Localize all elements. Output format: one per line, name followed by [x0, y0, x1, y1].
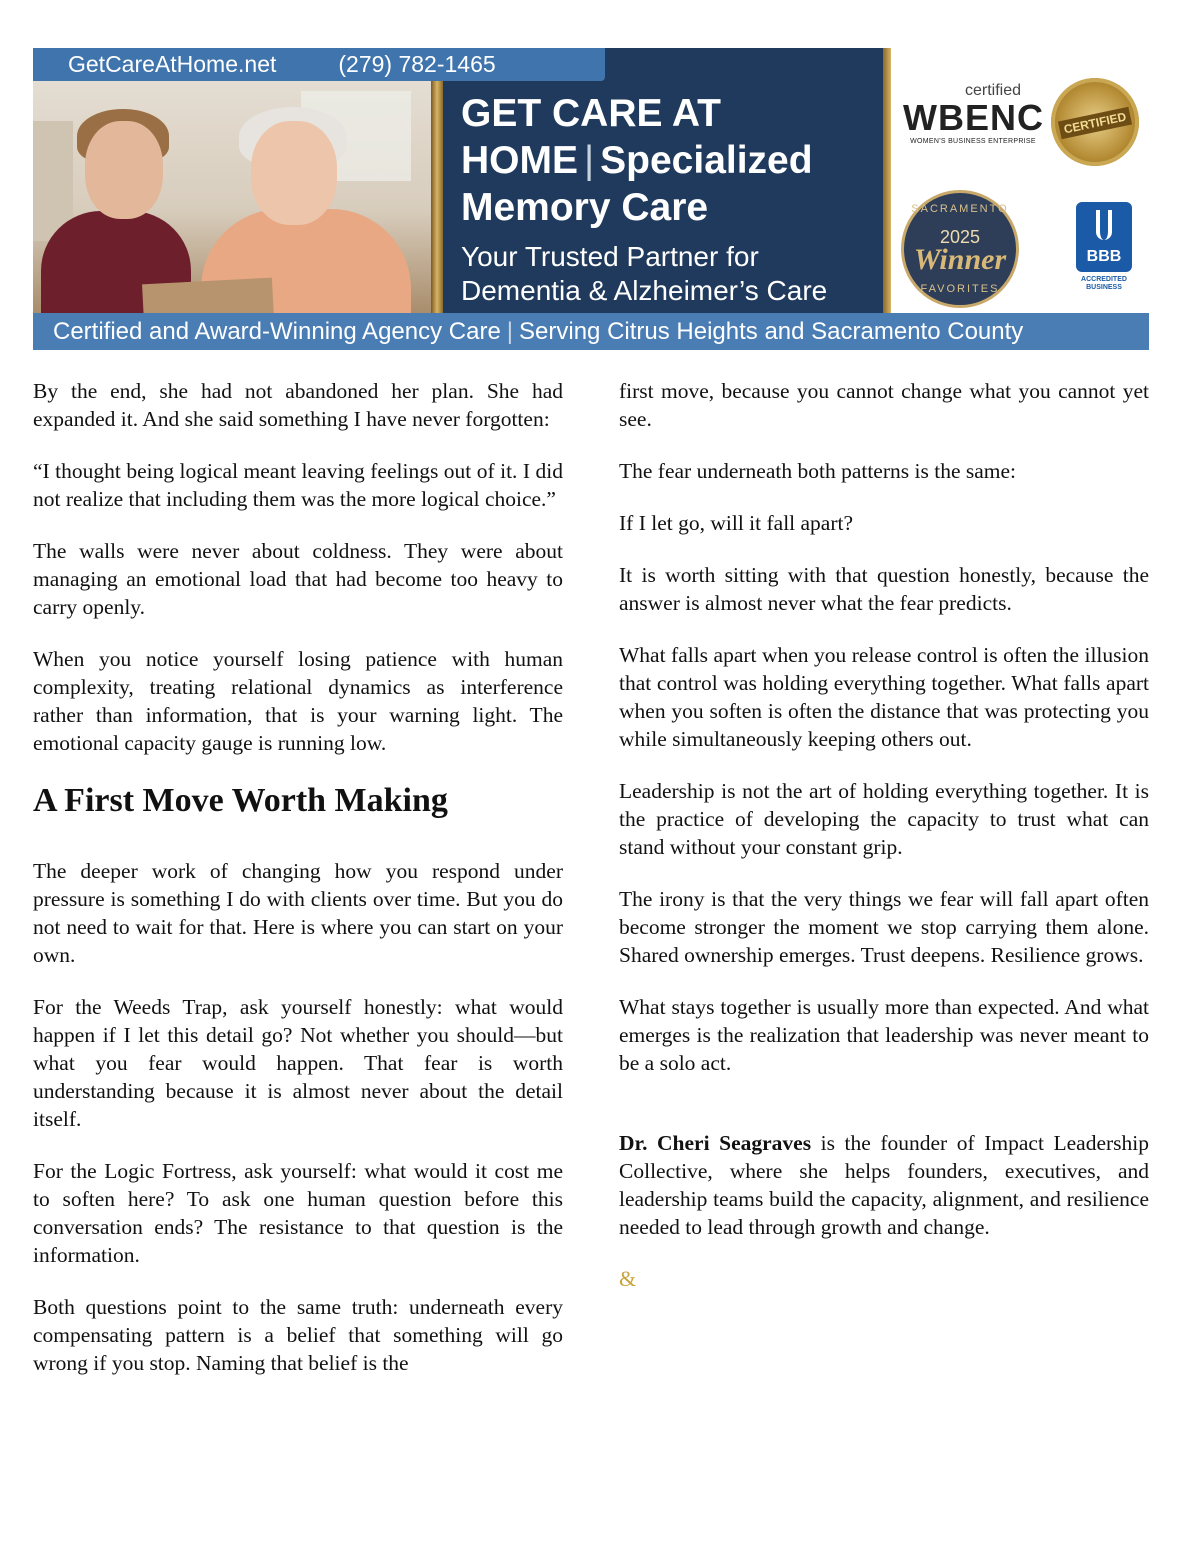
ad-banner[interactable] — [33, 48, 1149, 350]
paragraph: For the Logic Fortress, ask yourself: what would it cost me to soften here? To ask one human question before this conversation ends? The resistance to that question is the information. — [33, 1159, 563, 1267]
article-column-right — [619, 377, 1149, 1317]
banner-phone[interactable]: (279) 782-1465 — [338, 51, 496, 77]
paragraph: first move, because you cannot change what you cannot yet see. — [619, 379, 1149, 431]
paragraph: The fear underneath both patterns is the same: — [619, 459, 1017, 483]
paragraph: Both questions point to the same truth: underneath every compensating pattern is a belief that something will go wrong if you stop. Naming that belief is the — [33, 1295, 563, 1375]
banner-website[interactable]: GetCareAtHome.net — [68, 51, 277, 77]
bbb-logo: BBB ACCREDITED BUSINESS — [1076, 202, 1132, 298]
badges-panel — [891, 48, 1149, 313]
paragraph: For the Weeds Trap, ask yourself honestly: what would happen if I let this detail go? Not whether you should—but what you fear would happen. That fear is worth understanding because it is almost never about the detail itself. — [33, 995, 563, 1131]
caregiver-photo — [33, 81, 431, 313]
quote-paragraph: “I thought being logical meant leaving feelings out of it. I did not realize that including them was the more logical choice.” — [33, 459, 563, 511]
paragraph: If I let go, will it fall apart? — [619, 511, 854, 535]
author-bio: Dr. Cheri Seagraves is the founder of Impact Leadership Collective, where she helps founders, executives, and leadership teams build the capacity, alignment, and resilience needed to lead through growth and change. — [619, 1131, 1149, 1239]
banner-headline: GET CARE AT HOME | Specialized Memory Care — [461, 92, 813, 229]
paragraph: Leadership is not the art of holding everything together. It is the practice of developing the capacity to trust what can stand without your constant grip. — [619, 779, 1149, 859]
banner-contact-bar — [33, 48, 605, 81]
banner-bottom-bar: Certified and Award-Winning Agency Care | Serving Citrus Heights and Sacramento County — [33, 313, 1149, 350]
paragraph: What stays together is usually more than expected. And what emerges is the realization that leadership was never meant to be a solo act. — [619, 995, 1149, 1075]
wbenc-logo: certified WBENC WOMEN'S BUSINESS ENTERPRISE — [903, 82, 1044, 145]
gold-divider — [431, 81, 443, 313]
sacramento-favorites-seal: SACRAMENTO 2025 Winner FAVORITES — [901, 190, 1019, 308]
paragraph: The walls were never about coldness. They were about managing an emotional load that had become too heavy to carry openly. — [33, 539, 563, 619]
bbb-torch-icon — [1096, 210, 1112, 240]
end-mark: & — [619, 1266, 637, 1291]
gold-divider-right — [883, 48, 891, 313]
certified-seal-icon: CERTIFIED — [1051, 78, 1139, 166]
section-heading: A First Move Worth Making — [33, 782, 448, 819]
paragraph: It is worth sitting with that question honestly, because the answer is almost never what the fear predicts. — [619, 563, 1149, 615]
paragraph: The deeper work of changing how you respond under pressure is something I do with clients over time. But you do not need to wait for that. Here is where you can start on your own. — [33, 859, 563, 967]
paragraph: By the end, she had not abandoned her plan. She had expanded it. And she said something I have never forgotten: — [33, 379, 563, 431]
banner-tagline: Your Trusted Partner for Dementia & Alzheimer’s Care — [461, 241, 828, 306]
paragraph: The irony is that the very things we fear will fall apart often become stronger the moment we stop carrying them alone. Shared ownership emerges. Trust deepens. Resilience grows. — [619, 887, 1149, 967]
paragraph: What falls apart when you release control is often the illusion that control was holding everything together. What falls apart when you soften is often the distance that was protecting you while simultaneously keeping others out. — [619, 643, 1149, 751]
paragraph: When you notice yourself losing patience with human complexity, treating relational dynamics as interference rather than information, that is your warning light. The emotional capacity gauge is running low. — [33, 647, 563, 755]
article-column-left — [33, 377, 563, 1401]
author-name: Dr. Cheri Seagraves — [619, 1131, 812, 1155]
